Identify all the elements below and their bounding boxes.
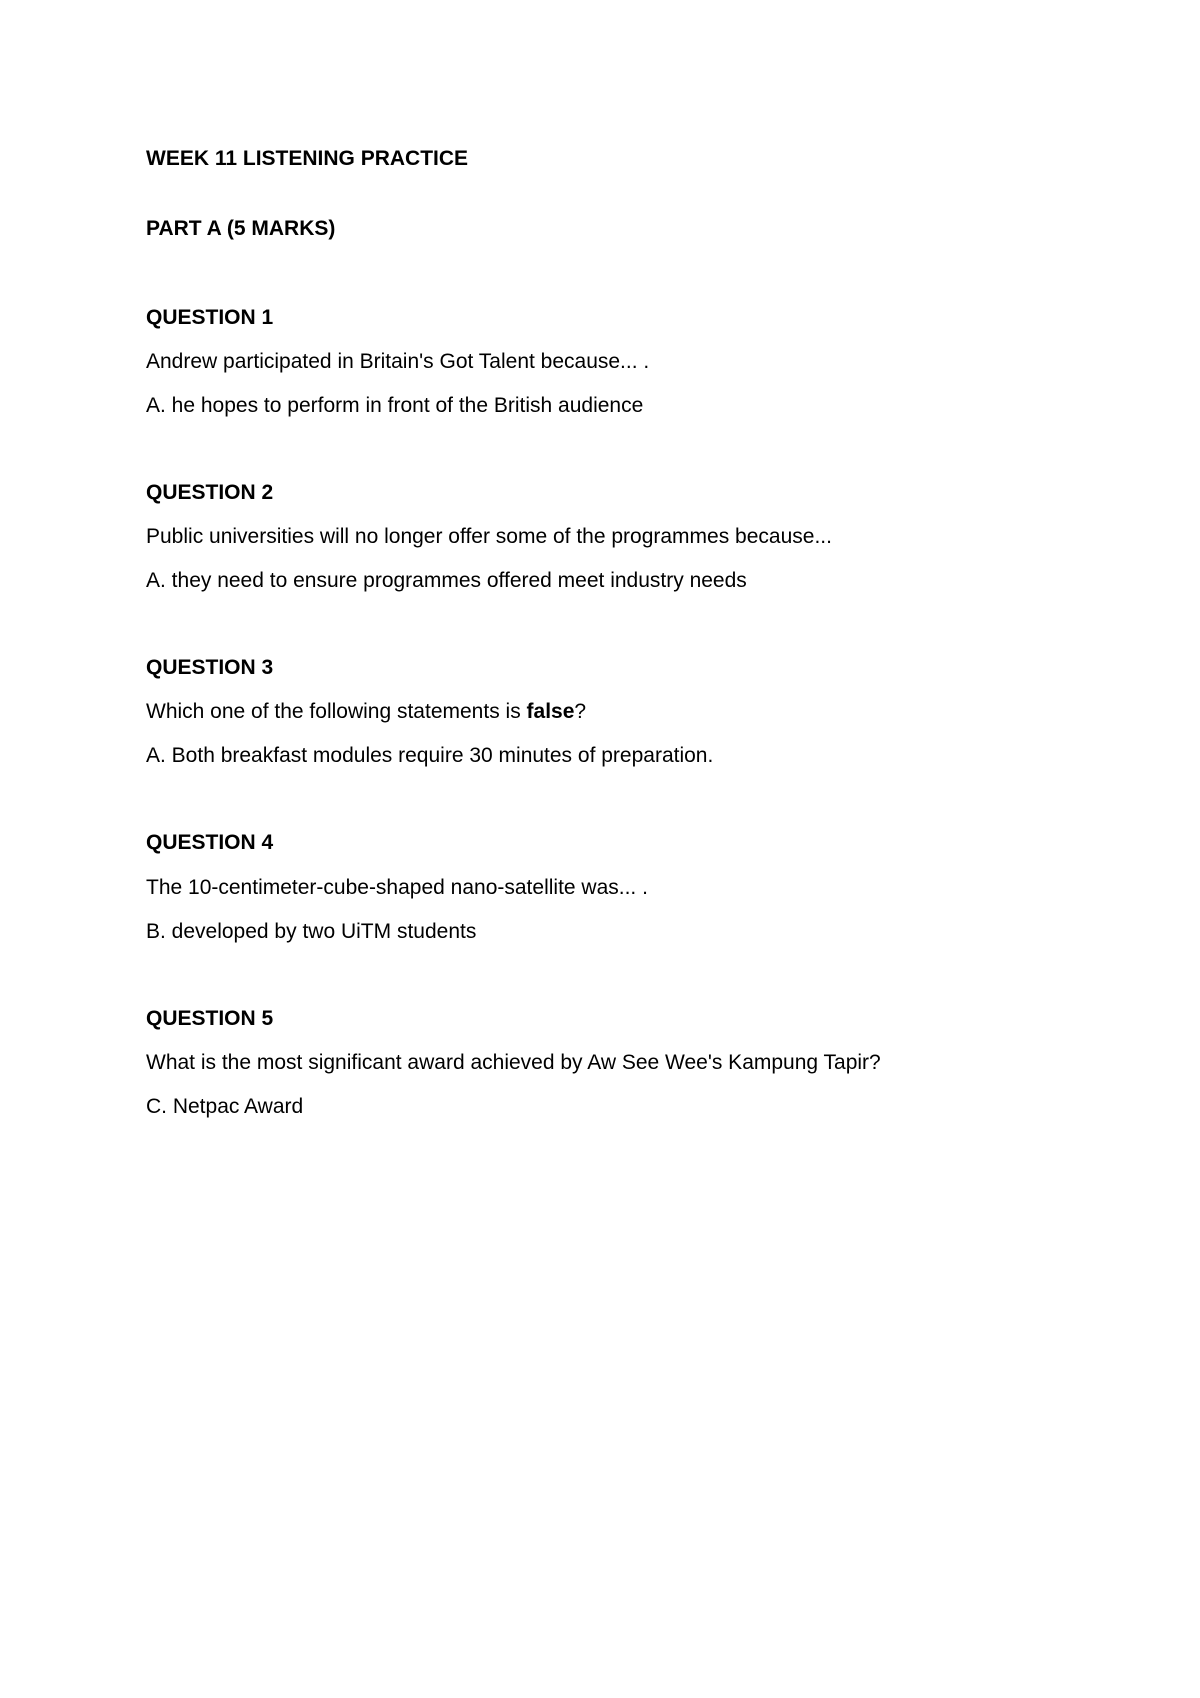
- question-1-label: QUESTION 1: [146, 306, 274, 329]
- question-4-prompt: The 10-centimeter-cube-shaped nano-satellite was... .: [146, 876, 648, 899]
- part-heading: PART A (5 MARKS): [146, 217, 336, 240]
- question-4-label: QUESTION 4: [146, 831, 274, 854]
- question-2-label: QUESTION 2: [146, 481, 274, 504]
- question-5-answer: C. Netpac Award: [146, 1095, 304, 1118]
- question-4-answer: B. developed by two UiTM students: [146, 920, 477, 943]
- document-title: WEEK 11 LISTENING PRACTICE: [146, 147, 469, 170]
- question-2-prompt: Public universities will no longer offer some of the programmes because...: [146, 525, 832, 548]
- question-3-prompt-end: ?: [574, 700, 587, 723]
- question-3-label: QUESTION 3: [146, 656, 274, 679]
- question-5-prompt: What is the most significant award achieved by Aw See Wee's Kampung Tapir?: [146, 1051, 881, 1074]
- question-3-answer: A. Both breakfast modules require 30 minutes of preparation.: [146, 744, 714, 767]
- question-5-label: QUESTION 5: [146, 1007, 274, 1030]
- question-3-prompt-text: Which one of the following statements is: [146, 700, 527, 723]
- question-1-answer: A. he hopes to perform in front of the British audience: [146, 394, 644, 417]
- question-3-prompt: [146, 699, 586, 725]
- question-2-answer: A. they need to ensure programmes offered meet industry needs: [146, 569, 747, 592]
- question-3-prompt-emphasis: false: [526, 700, 575, 723]
- question-1-prompt: Andrew participated in Britain's Got Talent because... .: [146, 350, 650, 373]
